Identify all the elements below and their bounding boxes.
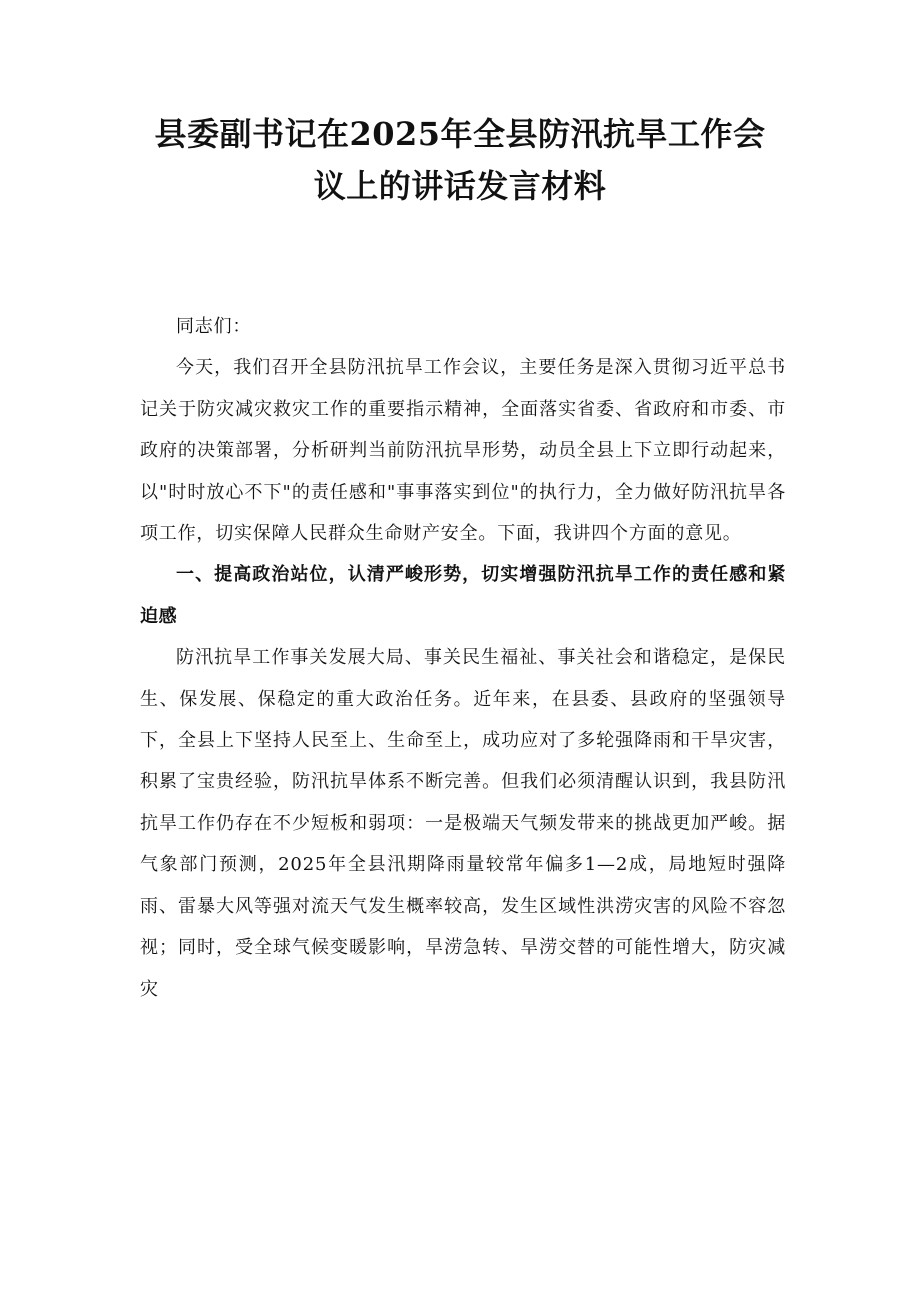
salutation: 同志们： (176, 316, 252, 337)
section-1-heading: 一、提高政治站位，认清严峻形势，切实增强防汛抗旱工作的责任感和紧迫感 (140, 564, 786, 627)
title-line-1: 县委副书记在2025年全县防汛抗旱工作会 (154, 115, 766, 153)
title-line-2: 议上的讲话发言材料 (313, 167, 607, 205)
intro-paragraph: 今天，我们召开全县防汛抗旱工作会议，主要任务是深入贯彻习近平总书记关于防灾减灾救灾工作的重要指示精神，全面落实省委、省政府和市委、市政府的决策部署，分析研判当前防汛抗旱形势，动员全县上下立即行动起来，以"时时放心不下"的责任感和"事事落实到位"的执行力，全力做好防汛抗旱各项工作，切实保障人民群众生命财产安全。下面，我讲四个方面的意见。 (140, 357, 786, 545)
section-1-paragraph: 防汛抗旱工作事关发展大局、事关民生福祉、事关社会和谐稳定，是保民生、保发展、保稳定的重大政治任务。近年来，在县委、县政府的坚强领导下，全县上下坚持人民至上、生命至上，成功应对了多轮强降雨和干旱灾害，积累了宝贵经验，防汛抗旱体系不断完善。但我们必须清醒认识到，我县防汛抗旱工作仍存在不少短板和弱项：一是极端天气频发带来的挑战更加严峻。据气象部门预测，2025年全县汛期降雨量较常年偏多1—2成，局地短时强降雨、雷暴大风等强对流天气发生概率较高，发生区域性洪涝灾害的风险不容忽视；同时，受全球气候变暖影响，旱涝急转、旱涝交替的可能性增大，防灾减灾 (140, 647, 786, 1000)
document-title (100, 108, 820, 212)
document-body (140, 306, 786, 1010)
